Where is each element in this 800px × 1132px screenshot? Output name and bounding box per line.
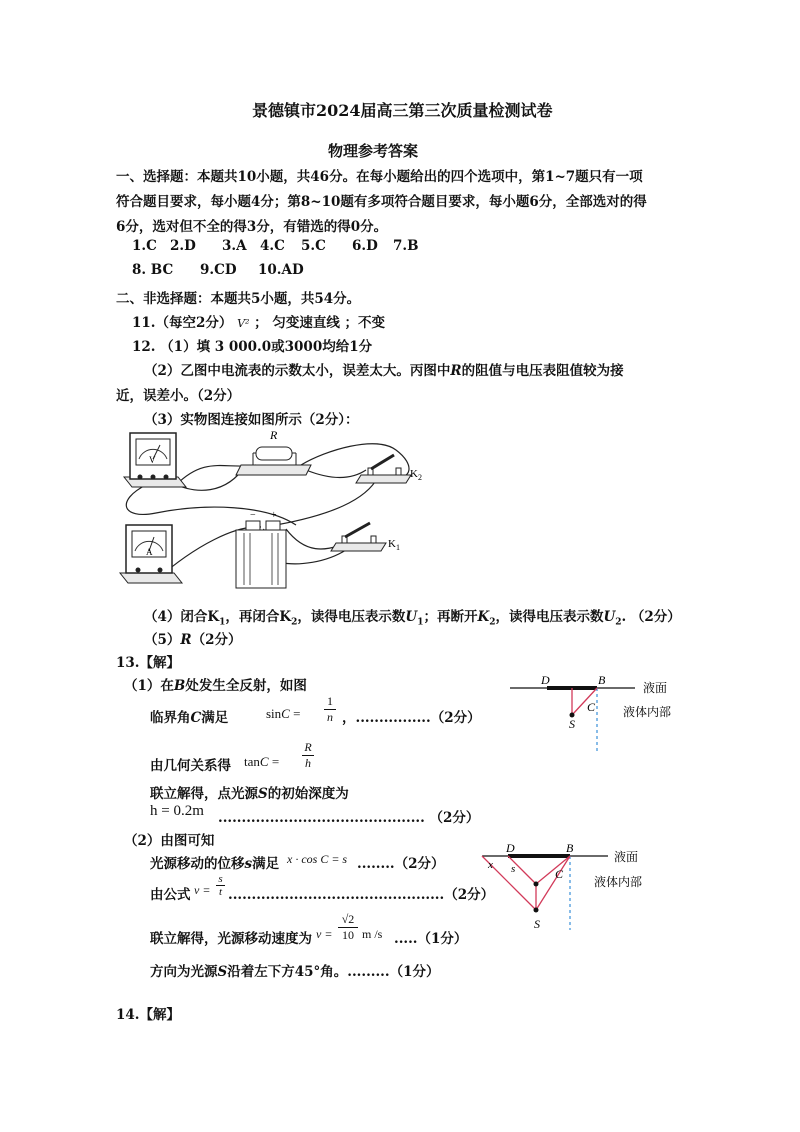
- q13-displacement-formula: x · cos C = s: [287, 852, 348, 866]
- q13-tan-frac: R h: [302, 740, 314, 771]
- q13-displacement: 光源移动的位移s满足: [150, 856, 280, 872]
- k2-label: $K_2$: [410, 468, 422, 482]
- q13-heading: 13.【解】: [116, 655, 180, 671]
- q12-part5: （5）R（2分）: [144, 632, 242, 648]
- q13-depth-score: ............................................ （2分）: [218, 810, 480, 826]
- q13-speed-v: v =: [316, 927, 333, 941]
- answer-8: 8. BC: [132, 262, 174, 278]
- switch-k2: [356, 455, 422, 483]
- q12-part1: 12. （1）填 3 000.0或3000均给1分: [132, 339, 373, 355]
- q13-geometry: 由几何关系得: [150, 758, 231, 774]
- label-d: D: [506, 841, 515, 855]
- q12-part3: （3）实物图连接如图所示（2分）：: [144, 412, 359, 428]
- q13-joint1: 联立解得，点光源S的初始深度为: [150, 786, 349, 802]
- page-subtitle: 物理参考答案: [328, 142, 419, 160]
- answer-5: 5.C: [301, 238, 326, 254]
- label-c: C: [555, 867, 564, 881]
- q13-critical-angle: 临界角C满足: [150, 710, 229, 726]
- answer-6: 6.D: [352, 238, 378, 254]
- ammeter-label: A: [146, 547, 153, 557]
- q13-formula-frac: s t: [216, 873, 225, 898]
- label-x: x: [488, 859, 493, 871]
- ray-line: [536, 856, 570, 910]
- label-surface: 液面: [614, 850, 639, 864]
- q11-v2: V²: [237, 317, 250, 330]
- answer-4: 4.C: [260, 238, 285, 254]
- battery-minus: −: [250, 510, 256, 521]
- refraction-diagram-1: [505, 668, 705, 758]
- q13-displacement-score: ........（2分）: [357, 856, 445, 872]
- resistor-label: R: [270, 428, 278, 442]
- q13-formula-score: ..............................................（2分）: [228, 887, 495, 903]
- answer-9: 9.CD: [200, 262, 237, 278]
- q13-formula-v: v =: [194, 883, 211, 897]
- q11-line: [132, 311, 385, 331]
- q11-prefix: 11.（每空2分）: [132, 315, 233, 331]
- battery: [236, 510, 286, 588]
- q13-speed: 联立解得，光源移动速度为: [150, 931, 312, 947]
- initial-ray: [536, 856, 570, 884]
- q12-part2-line1: [144, 359, 624, 379]
- answer-1: 1.C: [132, 238, 157, 254]
- section1-line1: 一、选择题：本题共10小题，共46分。在每小题给出的四个选项中，第1~7题只有一项: [116, 169, 643, 185]
- label-s: S: [569, 717, 575, 731]
- circuit-diagram: [116, 425, 426, 595]
- q12-part4: （4）闭合$K_1$，再闭合$K_2$，读得电压表示数$U_1$；再断开$K_2$，读得电压表示数$U_2$. （2分）: [144, 609, 681, 628]
- q13-sin-score: ，................（2分）: [342, 710, 481, 726]
- q13-formula-label: 由公式: [150, 887, 191, 903]
- q12-part2-text-b: 的阻值与电压表阻值较为接: [461, 363, 624, 379]
- q13-direction: 方向为光源S沿着左下方45°角。.........（1分）: [150, 964, 440, 980]
- light-source-start: [534, 882, 539, 887]
- answer-7: 7.B: [393, 238, 419, 254]
- q14-heading: 14.【解】: [116, 1007, 180, 1023]
- battery-plus: +: [271, 510, 277, 521]
- section1-line2: 符合题目要求，每小题4分；第8~10题有多项符合题目要求，每小题6分，全部选对的得: [116, 194, 647, 210]
- resistor: [236, 428, 311, 475]
- q13-speed-unit: m /s: [362, 927, 383, 941]
- q13-tan-formula: tanC =: [244, 754, 280, 769]
- q13-sin-frac: 1 n: [324, 694, 336, 725]
- answer-3: 3.A: [222, 238, 247, 254]
- answer-2: 2.D: [170, 238, 196, 254]
- light-source-point: [534, 908, 539, 913]
- voltmeter: [124, 433, 186, 487]
- section2-heading: 二、非选择题：本题共5小题，共54分。: [116, 291, 361, 307]
- q13-part2: （2）由图可知: [124, 833, 215, 849]
- label-c: C: [587, 700, 596, 714]
- q13-speed-frac: √2 10: [338, 912, 358, 943]
- q12-part2-text-a: （2）乙图中电流表的示数太小，误差太大。丙图中: [144, 363, 451, 379]
- page-title: 景德镇市2024届高三第三次质量检测试卷: [252, 101, 553, 120]
- q13-part1: （1）在B处发生全反射，如图: [124, 678, 307, 694]
- label-d: D: [541, 673, 550, 687]
- switch-k1: [331, 523, 400, 552]
- q13-depth-result: h = 0.2m: [150, 803, 204, 819]
- label-small-s: s: [511, 863, 516, 875]
- label-surface: 液面: [643, 681, 668, 695]
- q13-sin-formula: sinC =: [266, 706, 301, 721]
- k1-label: $K_1$: [388, 538, 400, 552]
- label-inside: 液体内部: [623, 705, 672, 719]
- refraction-diagram-2: [478, 838, 708, 938]
- q11-rest: ； 匀变速直线 ；不变: [254, 315, 386, 331]
- label-inside: 液体内部: [594, 875, 643, 889]
- q12-part2-line2: 近，误差小。（2分）: [116, 388, 241, 404]
- label-b: B: [566, 841, 574, 855]
- section1-line3: 6分，选对但不全的得3分，有错选的得0分。: [116, 219, 388, 235]
- label-b: B: [598, 673, 606, 687]
- voltmeter-label: V: [149, 455, 156, 465]
- q12-part2-r: R: [450, 363, 462, 379]
- ammeter: [120, 525, 182, 583]
- answer-10: 10.AD: [258, 262, 304, 278]
- label-s: S: [534, 917, 540, 931]
- q13-speed-score: .....（1分）: [394, 931, 468, 947]
